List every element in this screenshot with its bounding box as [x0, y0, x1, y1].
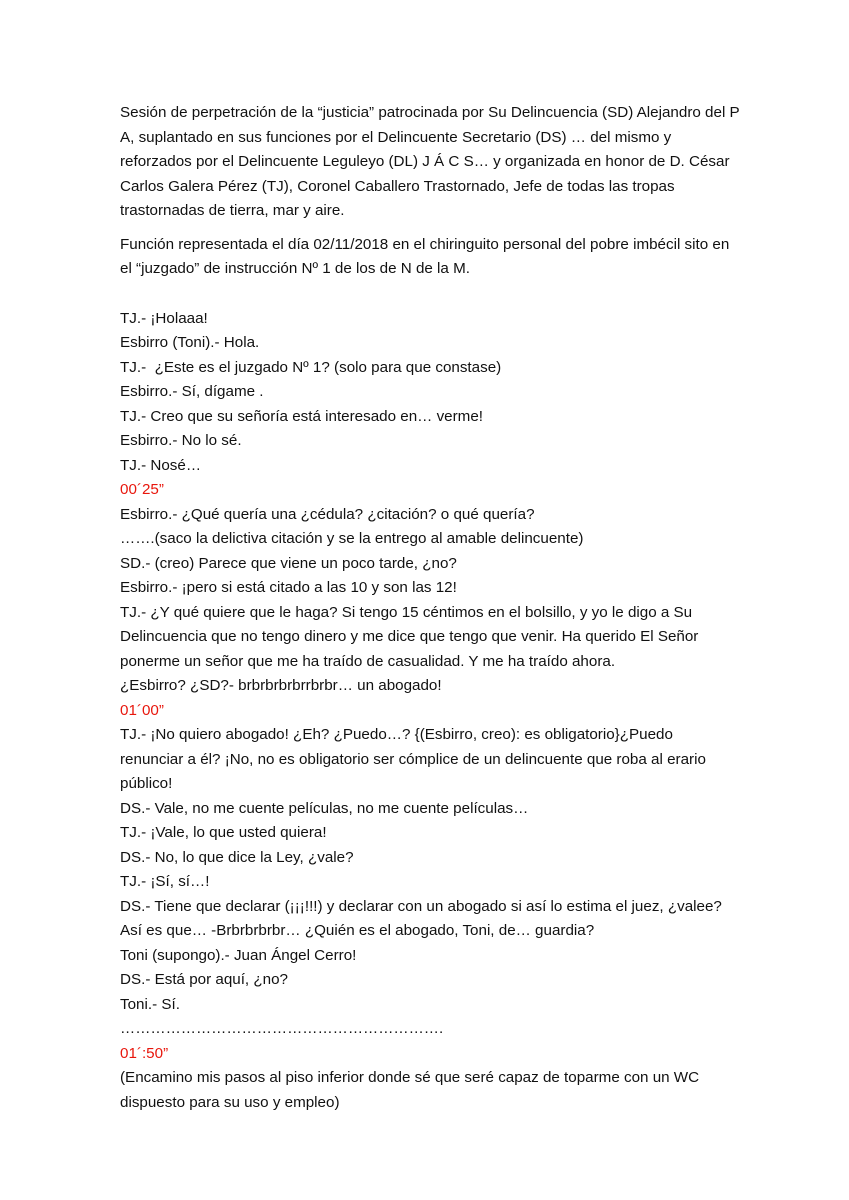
timestamp-marker: 01´:50”: [120, 1044, 169, 1062]
dialogue-line: TJ.- ¡Sí, sí…!: [120, 873, 210, 890]
dialogue-line: Esbirro.- ¿Qué quería una ¿cédula? ¿citación? o qué quería?: [120, 505, 535, 523]
dialogue-line: DS.- Tiene que declarar (¡¡¡!!!) y declarar con un abogado si así lo estima el juez, ¿valee? Así es que… -Brbrbrbrbr… ¿Quién es el abogado, Toni, de… guardia?: [120, 897, 726, 939]
intro-paragraph: Sesión de perpetración de la “justicia” patrocinada por Su Delincuencia (SD) Alejandro del P A, suplantado en sus funciones por el Delincuente Secretario (DS) … del mismo y reforzados por el Delincuente Leguleyo (DL) J Á C S… y organizada en honor de D. César Carlos Galera Pérez (TJ), Coronel Caballero Trastornado, Jefe de todas las tropas trastornadas de tierra, mar y aire.: [120, 104, 740, 219]
date-location-paragraph: Función representada el día 02/11/2018 en el chiringuito personal del pobre imbécil sito en el “juzgado” de instrucción Nº 1 de los de N de la M.: [120, 235, 730, 277]
dialogue-transcript: [120, 307, 740, 1116]
dialogue-line: DS.- Está por aquí, ¿no?: [120, 971, 288, 988]
dialogue-line: Esbirro.- No lo sé.: [120, 432, 242, 449]
dialogue-line: Esbirro (Toni).- Hola.: [120, 334, 260, 351]
dialogue-line: DS.- Vale, no me cuente películas, no me cuente películas…: [120, 799, 529, 817]
dialogue-line: TJ.- ¡Vale, lo que usted quiera!: [120, 824, 327, 841]
dialogue-line: TJ.- ¿Y qué quiere que le haga? Si tengo 15 céntimos en el bolsillo, y yo le digo a Su Delincuencia que no tengo dinero y me dice que tengo que venir. Ha querido El Señor ponerme un señor que me ha traído de casualidad. Y me ha traído ahora.: [120, 603, 703, 670]
dialogue-line: Esbirro.- Sí, dígame .: [120, 383, 264, 400]
dialogue-line: …….(saco la delictiva citación y se la entrego al amable delincuente): [120, 530, 584, 547]
dialogue-line: TJ.- ¡No quiero abogado! ¿Eh? ¿Puedo…? {(Esbirro, creo): es obligatorio}¿Puedo renunciar a él? ¡No, no es obligatorio ser cómplice de un delincuente que roba al erario público!: [120, 726, 711, 792]
dialogue-line: TJ.- ¿Este es el juzgado Nº 1? (solo para que constase): [120, 358, 502, 376]
dialogue-line: SD.- (creo) Parece que viene un poco tarde, ¿no?: [120, 554, 457, 572]
dialogue-line: DS.- No, lo que dice la Ley, ¿vale?: [120, 848, 354, 866]
timestamp-marker: 00´25”: [120, 481, 164, 498]
dialogue-line: Toni (supongo).- Juan Ángel Cerro!: [120, 946, 357, 964]
dialogue-line: (Encamino mis pasos al piso inferior donde sé que seré capaz de toparme con un WC dispuesto para su uso y empleo): [120, 1069, 704, 1111]
timestamp-marker: 01´00”: [120, 701, 164, 719]
document-page: [120, 101, 740, 1115]
dialogue-line: TJ.- Nosé…: [120, 456, 202, 474]
dialogue-line: ¿Esbirro? ¿SD?- brbrbrbrbrrbrbr… un abogado!: [120, 677, 442, 694]
ellipsis-separator: ……………………………………………………….: [120, 1020, 444, 1037]
dialogue-line: TJ.- Creo que su señoría está interesado en… verme!: [120, 407, 483, 425]
dialogue-line: Esbirro.- ¡pero si está citado a las 10 y son las 12!: [120, 579, 457, 596]
dialogue-line: Toni.- Sí.: [120, 995, 180, 1013]
dialogue-line: TJ.- ¡Holaaa!: [120, 309, 208, 327]
